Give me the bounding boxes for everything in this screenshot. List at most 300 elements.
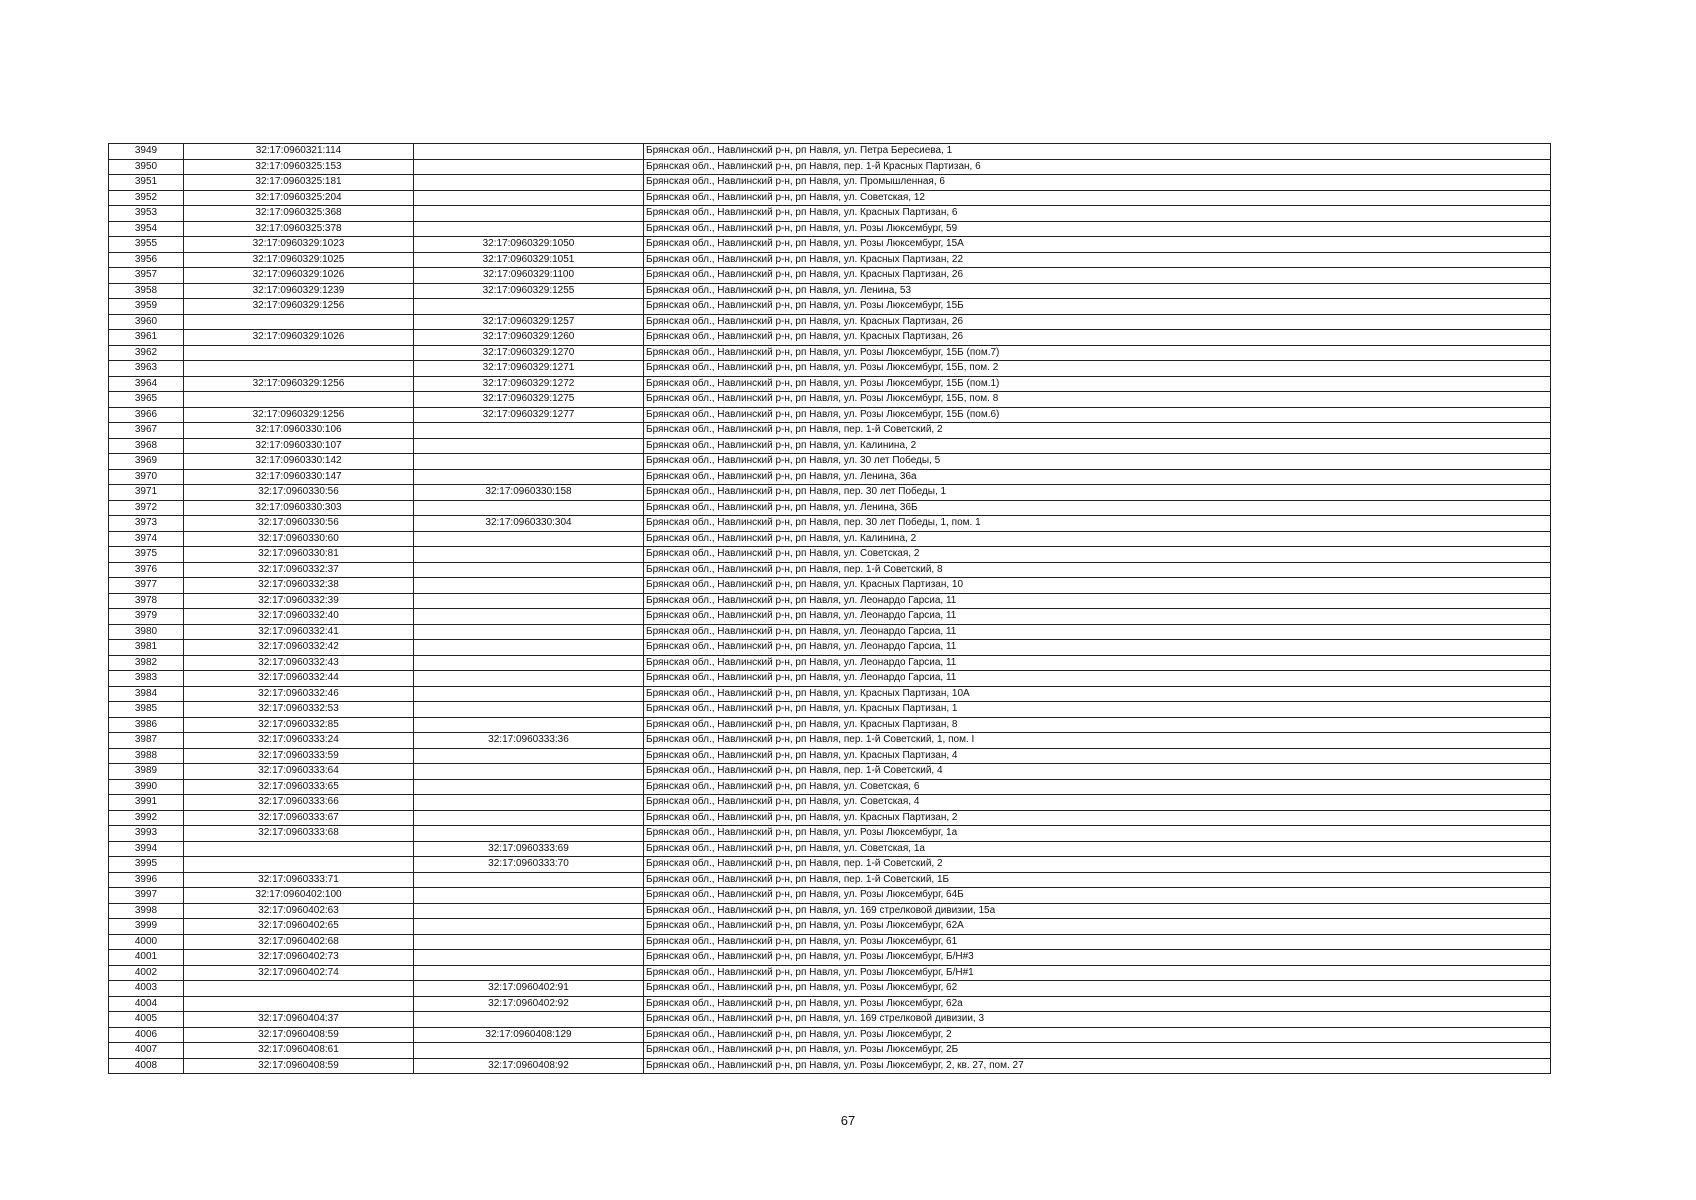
table-row — [109, 857, 1551, 873]
linked-cadastral-number-cell: 32:17:0960333:70 — [414, 857, 644, 873]
row-number-cell: 3955 — [109, 237, 184, 253]
cadastral-number-cell: 32:17:0960333:71 — [184, 872, 414, 888]
table-row — [109, 252, 1551, 268]
row-number-cell: 3979 — [109, 609, 184, 625]
row-number-cell: 3987 — [109, 733, 184, 749]
address-cell: Брянская обл., Навлинский р-н, рп Навля, пер. 1-й Советский, 2 — [644, 423, 1551, 439]
table-row — [109, 221, 1551, 237]
linked-cadastral-number-cell: 32:17:0960408:129 — [414, 1027, 644, 1043]
address-cell: Брянская обл., Навлинский р-н, рп Навля, ул. Леонардо Гарсиа, 11 — [644, 655, 1551, 671]
row-number-cell: 3974 — [109, 531, 184, 547]
linked-cadastral-number-cell — [414, 779, 644, 795]
table-row — [109, 702, 1551, 718]
linked-cadastral-number-cell: 32:17:0960408:92 — [414, 1058, 644, 1074]
linked-cadastral-number-cell: 32:17:0960329:1100 — [414, 268, 644, 284]
row-number-cell: 3976 — [109, 562, 184, 578]
linked-cadastral-number-cell: 32:17:0960329:1255 — [414, 283, 644, 299]
cadastral-number-cell: 32:17:0960325:153 — [184, 159, 414, 175]
table-row — [109, 733, 1551, 749]
table-row — [109, 795, 1551, 811]
row-number-cell: 3978 — [109, 593, 184, 609]
address-cell: Брянская обл., Навлинский р-н, рп Навля, пер. 1-й Советский, 1Б — [644, 872, 1551, 888]
row-number-cell: 3968 — [109, 438, 184, 454]
linked-cadastral-number-cell — [414, 826, 644, 842]
linked-cadastral-number-cell: 32:17:0960333:69 — [414, 841, 644, 857]
linked-cadastral-number-cell — [414, 748, 644, 764]
row-number-cell: 3961 — [109, 330, 184, 346]
row-number-cell: 3973 — [109, 516, 184, 532]
cadastral-number-cell: 32:17:0960330:147 — [184, 469, 414, 485]
table-row — [109, 934, 1551, 950]
linked-cadastral-number-cell — [414, 159, 644, 175]
linked-cadastral-number-cell — [414, 950, 644, 966]
address-cell: Брянская обл., Навлинский р-н, рп Навля, ул. Красных Партизан, 26 — [644, 268, 1551, 284]
cadastral-number-cell: 32:17:0960330:142 — [184, 454, 414, 470]
linked-cadastral-number-cell: 32:17:0960329:1050 — [414, 237, 644, 253]
address-cell: Брянская обл., Навлинский р-н, рп Навля, ул. Ленина, 36Б — [644, 500, 1551, 516]
address-cell: Брянская обл., Навлинский р-н, рп Навля, ул. Калинина, 2 — [644, 438, 1551, 454]
registry-table — [108, 143, 1551, 1074]
linked-cadastral-number-cell — [414, 175, 644, 191]
row-number-cell: 3980 — [109, 624, 184, 640]
linked-cadastral-number-cell — [414, 640, 644, 656]
row-number-cell: 3982 — [109, 655, 184, 671]
address-cell: Брянская обл., Навлинский р-н, рп Навля, пер. 1-й Красных Партизан, 6 — [644, 159, 1551, 175]
address-cell: Брянская обл., Навлинский р-н, рп Навля, ул. Советская, 6 — [644, 779, 1551, 795]
table-row — [109, 175, 1551, 191]
table-row — [109, 531, 1551, 547]
row-number-cell: 3958 — [109, 283, 184, 299]
cadastral-number-cell: 32:17:0960402:73 — [184, 950, 414, 966]
row-number-cell: 3966 — [109, 407, 184, 423]
address-cell: Брянская обл., Навлинский р-н, рп Навля, ул. Розы Люксембург, 1а — [644, 826, 1551, 842]
address-cell: Брянская обл., Навлинский р-н, рп Навля, ул. Промышленная, 6 — [644, 175, 1551, 191]
row-number-cell: 3972 — [109, 500, 184, 516]
table-row — [109, 826, 1551, 842]
linked-cadastral-number-cell — [414, 686, 644, 702]
row-number-cell: 3993 — [109, 826, 184, 842]
page-number: 67 — [840, 1113, 856, 1128]
cadastral-number-cell: 32:17:0960325:378 — [184, 221, 414, 237]
address-cell: Брянская обл., Навлинский р-н, рп Навля, пер. 1-й Советский, 8 — [644, 562, 1551, 578]
address-cell: Брянская обл., Навлинский р-н, рп Навля, ул. Розы Люксембург, 15Б (пом.1) — [644, 376, 1551, 392]
cadastral-number-cell: 32:17:0960408:59 — [184, 1058, 414, 1074]
cadastral-number-cell — [184, 996, 414, 1012]
table-row — [109, 345, 1551, 361]
address-cell: Брянская обл., Навлинский р-н, рп Навля, ул. Петра Бересиева, 1 — [644, 144, 1551, 160]
address-cell: Брянская обл., Навлинский р-н, рп Навля, ул. Розы Люксембург, 61 — [644, 934, 1551, 950]
cadastral-number-cell — [184, 857, 414, 873]
table-row — [109, 919, 1551, 935]
linked-cadastral-number-cell — [414, 593, 644, 609]
linked-cadastral-number-cell — [414, 547, 644, 563]
address-cell: Брянская обл., Навлинский р-н, рп Навля, ул. 169 стрелковой дивизии, 3 — [644, 1012, 1551, 1028]
address-cell: Брянская обл., Навлинский р-н, рп Навля, пер. 30 лет Победы, 1 — [644, 485, 1551, 501]
cadastral-number-cell: 32:17:0960404:37 — [184, 1012, 414, 1028]
registry-table-body — [109, 144, 1551, 1074]
address-cell: Брянская обл., Навлинский р-н, рп Навля, ул. Леонардо Гарсиа, 11 — [644, 593, 1551, 609]
cadastral-number-cell: 32:17:0960330:107 — [184, 438, 414, 454]
row-number-cell: 3956 — [109, 252, 184, 268]
row-number-cell: 3970 — [109, 469, 184, 485]
row-number-cell: 3952 — [109, 190, 184, 206]
address-cell: Брянская обл., Навлинский р-н, рп Навля, ул. Красных Партизан, 10 — [644, 578, 1551, 594]
cadastral-number-cell: 32:17:0960329:1026 — [184, 330, 414, 346]
table-row — [109, 314, 1551, 330]
table-row — [109, 965, 1551, 981]
table-row — [109, 655, 1551, 671]
address-cell: Брянская обл., Навлинский р-н, рп Навля, ул. Советская, 12 — [644, 190, 1551, 206]
row-number-cell: 3998 — [109, 903, 184, 919]
cadastral-number-cell: 32:17:0960329:1256 — [184, 299, 414, 315]
address-cell: Брянская обл., Навлинский р-н, рп Навля, ул. Розы Люксембург, Б/Н#1 — [644, 965, 1551, 981]
address-cell: Брянская обл., Навлинский р-н, рп Навля, ул. Розы Люксембург, 15Б (пом.7) — [644, 345, 1551, 361]
address-cell: Брянская обл., Навлинский р-н, рп Навля, ул. Красных Партизан, 6 — [644, 206, 1551, 222]
table-row — [109, 1027, 1551, 1043]
table-row — [109, 996, 1551, 1012]
linked-cadastral-number-cell — [414, 299, 644, 315]
table-row — [109, 640, 1551, 656]
table-row — [109, 438, 1551, 454]
cadastral-number-cell: 32:17:0960332:39 — [184, 593, 414, 609]
linked-cadastral-number-cell — [414, 609, 644, 625]
row-number-cell: 4006 — [109, 1027, 184, 1043]
cadastral-number-cell: 32:17:0960332:42 — [184, 640, 414, 656]
linked-cadastral-number-cell — [414, 888, 644, 904]
address-cell: Брянская обл., Навлинский р-н, рп Навля, ул. Розы Люксембург, 2Б — [644, 1043, 1551, 1059]
table-row — [109, 686, 1551, 702]
row-number-cell: 3991 — [109, 795, 184, 811]
row-number-cell: 3983 — [109, 671, 184, 687]
cadastral-number-cell: 32:17:0960325:181 — [184, 175, 414, 191]
row-number-cell: 4007 — [109, 1043, 184, 1059]
linked-cadastral-number-cell — [414, 965, 644, 981]
address-cell: Брянская обл., Навлинский р-н, рп Навля, ул. Розы Люксембург, 2, кв. 27, пом. 27 — [644, 1058, 1551, 1074]
address-cell: Брянская обл., Навлинский р-н, рп Навля, ул. Розы Люксембург, 15Б, пом. 8 — [644, 392, 1551, 408]
table-row — [109, 516, 1551, 532]
row-number-cell: 4000 — [109, 934, 184, 950]
row-number-cell: 3962 — [109, 345, 184, 361]
address-cell: Брянская обл., Навлинский р-н, рп Навля, ул. Розы Люксембург, 15Б, пом. 2 — [644, 361, 1551, 377]
cadastral-number-cell: 32:17:0960329:1256 — [184, 376, 414, 392]
linked-cadastral-number-cell — [414, 469, 644, 485]
table-row — [109, 950, 1551, 966]
row-number-cell: 3971 — [109, 485, 184, 501]
row-number-cell: 3949 — [109, 144, 184, 160]
cadastral-number-cell: 32:17:0960332:53 — [184, 702, 414, 718]
row-number-cell: 3985 — [109, 702, 184, 718]
row-number-cell: 3981 — [109, 640, 184, 656]
linked-cadastral-number-cell — [414, 531, 644, 547]
address-cell: Брянская обл., Навлинский р-н, рп Навля, пер. 1-й Советский, 1, пом. I — [644, 733, 1551, 749]
linked-cadastral-number-cell: 32:17:0960329:1257 — [414, 314, 644, 330]
linked-cadastral-number-cell — [414, 190, 644, 206]
linked-cadastral-number-cell — [414, 872, 644, 888]
row-number-cell: 4005 — [109, 1012, 184, 1028]
cadastral-number-cell: 32:17:0960332:41 — [184, 624, 414, 640]
cadastral-number-cell — [184, 392, 414, 408]
table-row — [109, 903, 1551, 919]
linked-cadastral-number-cell — [414, 578, 644, 594]
address-cell: Брянская обл., Навлинский р-н, рп Навля, ул. Розы Люксембург, 62а — [644, 996, 1551, 1012]
address-cell: Брянская обл., Навлинский р-н, рп Навля, ул. Розы Люксембург, Б/Н#3 — [644, 950, 1551, 966]
cadastral-number-cell: 32:17:0960333:65 — [184, 779, 414, 795]
linked-cadastral-number-cell — [414, 1012, 644, 1028]
cadastral-number-cell: 32:17:0960330:60 — [184, 531, 414, 547]
address-cell: Брянская обл., Навлинский р-н, рп Навля, ул. Советская, 2 — [644, 547, 1551, 563]
row-number-cell: 3963 — [109, 361, 184, 377]
address-cell: Брянская обл., Навлинский р-н, рп Навля, ул. Леонардо Гарсиа, 11 — [644, 671, 1551, 687]
linked-cadastral-number-cell — [414, 562, 644, 578]
cadastral-number-cell: 32:17:0960330:303 — [184, 500, 414, 516]
table-row — [109, 841, 1551, 857]
linked-cadastral-number-cell — [414, 438, 644, 454]
cadastral-number-cell: 32:17:0960402:100 — [184, 888, 414, 904]
row-number-cell: 3964 — [109, 376, 184, 392]
address-cell: Брянская обл., Навлинский р-н, рп Навля, пер. 1-й Советский, 2 — [644, 857, 1551, 873]
address-cell: Брянская обл., Навлинский р-н, рп Навля, ул. Красных Партизан, 26 — [644, 330, 1551, 346]
linked-cadastral-number-cell — [414, 144, 644, 160]
row-number-cell: 3995 — [109, 857, 184, 873]
table-row — [109, 392, 1551, 408]
address-cell: Брянская обл., Навлинский р-н, рп Навля, ул. Розы Люксембург, 15А — [644, 237, 1551, 253]
cadastral-number-cell: 32:17:0960333:68 — [184, 826, 414, 842]
linked-cadastral-number-cell: 32:17:0960330:158 — [414, 485, 644, 501]
row-number-cell: 3977 — [109, 578, 184, 594]
row-number-cell: 3951 — [109, 175, 184, 191]
linked-cadastral-number-cell — [414, 500, 644, 516]
table-row — [109, 547, 1551, 563]
row-number-cell: 4004 — [109, 996, 184, 1012]
table-row — [109, 299, 1551, 315]
linked-cadastral-number-cell: 32:17:0960402:91 — [414, 981, 644, 997]
cadastral-number-cell — [184, 345, 414, 361]
table-row — [109, 562, 1551, 578]
table-row — [109, 981, 1551, 997]
cadastral-number-cell: 32:17:0960402:65 — [184, 919, 414, 935]
cadastral-number-cell: 32:17:0960333:24 — [184, 733, 414, 749]
address-cell: Брянская обл., Навлинский р-н, рп Навля, ул. Советская, 4 — [644, 795, 1551, 811]
row-number-cell: 3989 — [109, 764, 184, 780]
row-number-cell: 3990 — [109, 779, 184, 795]
cadastral-number-cell: 32:17:0960408:59 — [184, 1027, 414, 1043]
cadastral-number-cell: 32:17:0960330:81 — [184, 547, 414, 563]
cadastral-number-cell: 32:17:0960402:63 — [184, 903, 414, 919]
table-row — [109, 1012, 1551, 1028]
cadastral-number-cell: 32:17:0960332:38 — [184, 578, 414, 594]
linked-cadastral-number-cell — [414, 423, 644, 439]
cadastral-number-cell: 32:17:0960329:1026 — [184, 268, 414, 284]
table-row — [109, 330, 1551, 346]
linked-cadastral-number-cell — [414, 1043, 644, 1059]
linked-cadastral-number-cell — [414, 624, 644, 640]
table-row — [109, 190, 1551, 206]
table-row — [109, 888, 1551, 904]
address-cell: Брянская обл., Навлинский р-н, рп Навля, ул. Красных Партизан, 26 — [644, 314, 1551, 330]
linked-cadastral-number-cell: 32:17:0960402:92 — [414, 996, 644, 1012]
linked-cadastral-number-cell — [414, 206, 644, 222]
cadastral-number-cell: 32:17:0960330:56 — [184, 516, 414, 532]
address-cell: Брянская обл., Навлинский р-н, рп Навля, ул. Розы Люксембург, 15Б (пом.6) — [644, 407, 1551, 423]
cadastral-number-cell: 32:17:0960332:46 — [184, 686, 414, 702]
row-number-cell: 3984 — [109, 686, 184, 702]
table-row — [109, 469, 1551, 485]
address-cell: Брянская обл., Навлинский р-н, рп Навля, ул. Розы Люксембург, 62 — [644, 981, 1551, 997]
address-cell: Брянская обл., Навлинский р-н, рп Навля, ул. Розы Люксембург, 59 — [644, 221, 1551, 237]
linked-cadastral-number-cell — [414, 717, 644, 733]
address-cell: Брянская обл., Навлинский р-н, рп Навля, пер. 1-й Советский, 4 — [644, 764, 1551, 780]
address-cell: Брянская обл., Навлинский р-н, рп Навля, ул. Калинина, 2 — [644, 531, 1551, 547]
cadastral-number-cell: 32:17:0960325:204 — [184, 190, 414, 206]
linked-cadastral-number-cell — [414, 764, 644, 780]
cadastral-number-cell: 32:17:0960330:56 — [184, 485, 414, 501]
row-number-cell: 3950 — [109, 159, 184, 175]
row-number-cell: 3960 — [109, 314, 184, 330]
cadastral-number-cell: 32:17:0960330:106 — [184, 423, 414, 439]
cadastral-number-cell: 32:17:0960408:61 — [184, 1043, 414, 1059]
table-row — [109, 454, 1551, 470]
cadastral-number-cell: 32:17:0960332:85 — [184, 717, 414, 733]
linked-cadastral-number-cell — [414, 671, 644, 687]
table-row — [109, 237, 1551, 253]
address-cell: Брянская обл., Навлинский р-н, рп Навля, ул. Ленина, 36а — [644, 469, 1551, 485]
row-number-cell: 3994 — [109, 841, 184, 857]
cadastral-number-cell — [184, 361, 414, 377]
cadastral-number-cell: 32:17:0960402:74 — [184, 965, 414, 981]
row-number-cell: 3965 — [109, 392, 184, 408]
table-row — [109, 624, 1551, 640]
row-number-cell: 3953 — [109, 206, 184, 222]
linked-cadastral-number-cell: 32:17:0960329:1260 — [414, 330, 644, 346]
cadastral-number-cell: 32:17:0960332:44 — [184, 671, 414, 687]
address-cell: Брянская обл., Навлинский р-н, рп Навля, ул. Красных Партизан, 4 — [644, 748, 1551, 764]
linked-cadastral-number-cell: 32:17:0960329:1275 — [414, 392, 644, 408]
row-number-cell: 3996 — [109, 872, 184, 888]
table-row — [109, 159, 1551, 175]
cadastral-number-cell: 32:17:0960329:1256 — [184, 407, 414, 423]
cadastral-number-cell — [184, 841, 414, 857]
linked-cadastral-number-cell: 32:17:0960329:1272 — [414, 376, 644, 392]
cadastral-number-cell: 32:17:0960329:1023 — [184, 237, 414, 253]
table-row — [109, 578, 1551, 594]
table-row — [109, 872, 1551, 888]
cadastral-number-cell: 32:17:0960332:40 — [184, 609, 414, 625]
row-number-cell: 3999 — [109, 919, 184, 935]
linked-cadastral-number-cell: 32:17:0960329:1270 — [414, 345, 644, 361]
row-number-cell: 3954 — [109, 221, 184, 237]
linked-cadastral-number-cell: 32:17:0960330:304 — [414, 516, 644, 532]
linked-cadastral-number-cell — [414, 919, 644, 935]
linked-cadastral-number-cell — [414, 795, 644, 811]
cadastral-number-cell — [184, 981, 414, 997]
table-row — [109, 779, 1551, 795]
cadastral-number-cell: 32:17:0960333:59 — [184, 748, 414, 764]
address-cell: Брянская обл., Навлинский р-н, рп Навля, ул. Розы Люксембург, 2 — [644, 1027, 1551, 1043]
table-row — [109, 671, 1551, 687]
table-row — [109, 361, 1551, 377]
row-number-cell: 4002 — [109, 965, 184, 981]
table-row — [109, 485, 1551, 501]
row-number-cell: 3969 — [109, 454, 184, 470]
table-row — [109, 283, 1551, 299]
address-cell: Брянская обл., Навлинский р-н, рп Навля, ул. Леонардо Гарсиа, 11 — [644, 609, 1551, 625]
table-row — [109, 593, 1551, 609]
linked-cadastral-number-cell: 32:17:0960333:36 — [414, 733, 644, 749]
table-row — [109, 376, 1551, 392]
table-row — [109, 268, 1551, 284]
address-cell: Брянская обл., Навлинский р-н, рп Навля, ул. 30 лет Победы, 5 — [644, 454, 1551, 470]
table-row — [109, 1058, 1551, 1074]
cadastral-number-cell: 32:17:0960333:64 — [184, 764, 414, 780]
cadastral-number-cell: 32:17:0960402:68 — [184, 934, 414, 950]
row-number-cell: 3992 — [109, 810, 184, 826]
row-number-cell: 3997 — [109, 888, 184, 904]
address-cell: Брянская обл., Навлинский р-н, рп Навля, пер. 30 лет Победы, 1, пом. 1 — [644, 516, 1551, 532]
row-number-cell: 3986 — [109, 717, 184, 733]
row-number-cell: 3988 — [109, 748, 184, 764]
table-row — [109, 1043, 1551, 1059]
cadastral-number-cell — [184, 314, 414, 330]
address-cell: Брянская обл., Навлинский р-н, рп Навля, ул. Ленина, 53 — [644, 283, 1551, 299]
cadastral-number-cell: 32:17:0960333:66 — [184, 795, 414, 811]
row-number-cell: 3975 — [109, 547, 184, 563]
cadastral-number-cell: 32:17:0960333:67 — [184, 810, 414, 826]
table-row — [109, 206, 1551, 222]
table-row — [109, 748, 1551, 764]
address-cell: Брянская обл., Навлинский р-н, рп Навля, ул. Розы Люксембург, 15Б — [644, 299, 1551, 315]
address-cell: Брянская обл., Навлинский р-н, рп Навля, ул. Красных Партизан, 1 — [644, 702, 1551, 718]
cadastral-number-cell: 32:17:0960321:114 — [184, 144, 414, 160]
linked-cadastral-number-cell — [414, 221, 644, 237]
cadastral-number-cell: 32:17:0960332:37 — [184, 562, 414, 578]
address-cell: Брянская обл., Навлинский р-н, рп Навля, ул. Красных Партизан, 8 — [644, 717, 1551, 733]
cadastral-number-cell: 32:17:0960332:43 — [184, 655, 414, 671]
row-number-cell: 3957 — [109, 268, 184, 284]
linked-cadastral-number-cell — [414, 655, 644, 671]
row-number-cell: 4001 — [109, 950, 184, 966]
address-cell: Брянская обл., Навлинский р-н, рп Навля, ул. 169 стрелковой дивизии, 15а — [644, 903, 1551, 919]
table-row — [109, 609, 1551, 625]
linked-cadastral-number-cell — [414, 702, 644, 718]
table-row — [109, 407, 1551, 423]
row-number-cell: 4008 — [109, 1058, 184, 1074]
address-cell: Брянская обл., Навлинский р-н, рп Навля, ул. Красных Партизан, 10А — [644, 686, 1551, 702]
table-row — [109, 810, 1551, 826]
linked-cadastral-number-cell: 32:17:0960329:1277 — [414, 407, 644, 423]
table-row — [109, 144, 1551, 160]
cadastral-number-cell: 32:17:0960325:368 — [184, 206, 414, 222]
row-number-cell: 3967 — [109, 423, 184, 439]
row-number-cell: 3959 — [109, 299, 184, 315]
linked-cadastral-number-cell — [414, 934, 644, 950]
row-number-cell: 4003 — [109, 981, 184, 997]
linked-cadastral-number-cell: 32:17:0960329:1271 — [414, 361, 644, 377]
address-cell: Брянская обл., Навлинский р-н, рп Навля, ул. Розы Люксембург, 64Б — [644, 888, 1551, 904]
table-row — [109, 423, 1551, 439]
address-cell: Брянская обл., Навлинский р-н, рп Навля, ул. Красных Партизан, 2 — [644, 810, 1551, 826]
address-cell: Брянская обл., Навлинский р-н, рп Навля, ул. Розы Люксембург, 62А — [644, 919, 1551, 935]
address-cell: Брянская обл., Навлинский р-н, рп Навля, ул. Леонардо Гарсиа, 11 — [644, 624, 1551, 640]
table-row — [109, 500, 1551, 516]
address-cell: Брянская обл., Навлинский р-н, рп Навля, ул. Красных Партизан, 22 — [644, 252, 1551, 268]
table-row — [109, 717, 1551, 733]
cadastral-number-cell: 32:17:0960329:1239 — [184, 283, 414, 299]
cadastral-number-cell: 32:17:0960329:1025 — [184, 252, 414, 268]
linked-cadastral-number-cell: 32:17:0960329:1051 — [414, 252, 644, 268]
linked-cadastral-number-cell — [414, 903, 644, 919]
table-row — [109, 764, 1551, 780]
address-cell: Брянская обл., Навлинский р-н, рп Навля, ул. Советская, 1а — [644, 841, 1551, 857]
